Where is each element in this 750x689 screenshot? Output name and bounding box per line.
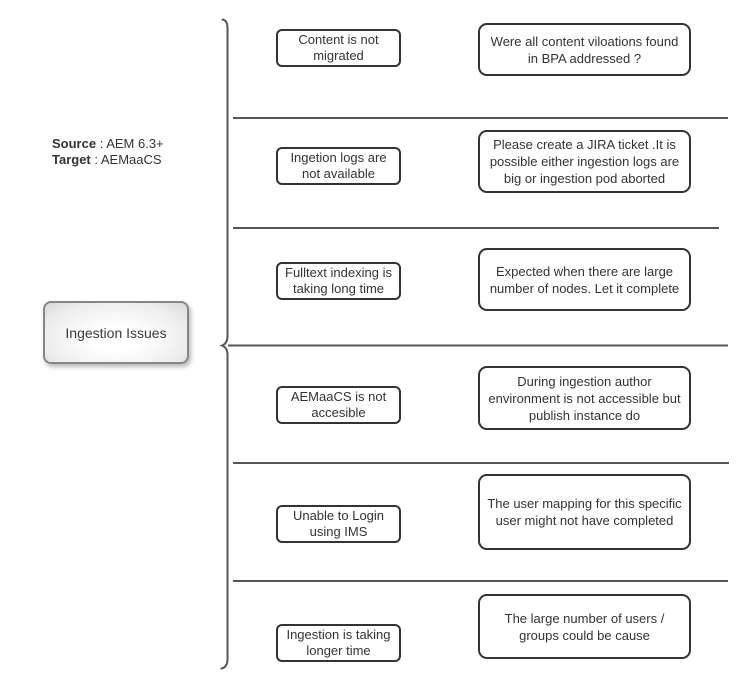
source-value: : AEM 6.3+ — [96, 136, 164, 151]
source-target-note — [52, 136, 164, 168]
bracket-connector — [222, 20, 228, 669]
resolution-label: Please create a JIRA ticket .It is possible either ingestion logs are big or ingestion pod aborted — [489, 137, 680, 186]
source-line — [52, 136, 164, 152]
issue-node — [276, 624, 401, 662]
issue-label: Ingestion is taking longer time — [286, 627, 391, 658]
issue-label: Ingetion logs are not available — [290, 150, 387, 181]
resolution-label: Expected when there are large number of nodes. Let it complete — [489, 263, 680, 296]
issue-node — [276, 505, 401, 543]
issue-label: Unable to Login using IMS — [292, 508, 385, 539]
resolution-label: The user mapping for this specific user might not have completed — [487, 496, 682, 528]
resolution-node — [478, 23, 691, 76]
target-value: : AEMaaCS — [90, 152, 162, 167]
issue-label: Fulltext indexing is taking long time — [285, 265, 392, 296]
root-node-ingestion-issues — [43, 301, 189, 364]
issue-node — [276, 262, 401, 300]
target-line — [52, 152, 164, 168]
issue-node — [276, 386, 401, 424]
issue-node — [276, 29, 401, 67]
issue-label: AEMaaCS is not accesible — [290, 389, 387, 420]
resolution-label: Were all content viloations found in BPA addressed ? — [490, 33, 679, 66]
resolution-label: During ingestion author environment is not accessible but publish instance do — [488, 373, 681, 423]
root-node-label: Ingestion Issues — [65, 324, 167, 341]
resolution-node — [478, 248, 691, 311]
resolution-node — [478, 474, 691, 550]
source-label: Source — [52, 136, 97, 151]
issue-label: Content is not migrated — [298, 32, 379, 63]
resolution-node — [478, 366, 691, 430]
resolution-node — [478, 594, 691, 659]
resolution-node — [478, 130, 691, 193]
issue-node — [276, 147, 401, 185]
resolution-label: The large number of users / groups could be cause — [504, 610, 665, 643]
target-label: Target — [52, 152, 91, 167]
